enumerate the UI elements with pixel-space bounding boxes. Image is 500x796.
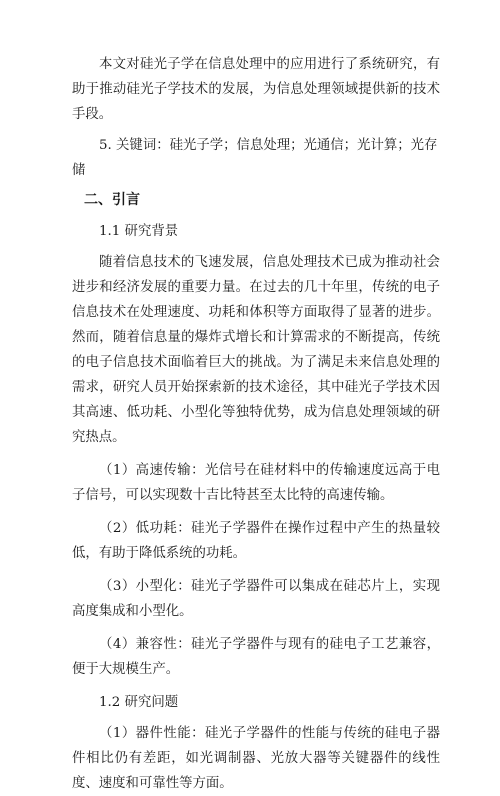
problem-item-performance: （1）器件性能：硅光子学器件的性能与传统的硅电子器件相比仍有差距，如光调制器、光放大器等关键器件的线性度、速度和可靠性等方面。 [72, 726, 440, 791]
advantage-item-compatibility: （4）兼容性：硅光子学器件与现有的硅电子工艺兼容，便于大规模生产。 [72, 637, 440, 677]
advantage-item-size: （3）小型化：硅光子学器件可以集成在硅芯片上，实现高度集成和小型化。 [72, 579, 440, 619]
advantage-item-speed: （1）高速传输：光信号在硅材料中的传输速度远高于电子信号，可以实现数十吉比特甚至太比特的高速传输。 [72, 463, 440, 503]
advantage-item-power: （2）低功耗：硅光子学器件在操作过程中产生的热量较低，有助于降低系统的功耗。 [72, 521, 440, 561]
background-paragraph: 随着信息技术的飞速发展，信息处理技术已成为推动社会进步和经济发展的重要力量。在过去的几十年里，传统的电子信息技术在处理速度、功耗和体积等方面取得了显著的进步。然而，随着信息量的爆炸式增长和计算需求的不断提高，传统的电子信息技术面临着巨大的挑战。为了满足未来信息处理的需求，研究人员开始探索新的技术途径，其中硅光子学技术因其高速、低功耗、小型化等独特优势，成为信息处理领域的研究热点。 [72, 255, 440, 445]
section-heading: 二、引言 [84, 192, 140, 208]
subsection-heading-problems: 1.2 研究问题 [99, 695, 179, 710]
document-body [72, 52, 440, 796]
abstract-tail-paragraph: 本文对硅光子学在信息处理中的应用进行了系统研究，有助于推动硅光子学技术的发展，为信息处理领域提供新的技术手段。 [72, 57, 440, 122]
keywords-line: 5. 关键词：硅光子学；信息处理；光通信；光计算；光存储 [72, 138, 438, 178]
subsection-heading-background: 1.1 研究背景 [99, 224, 179, 239]
